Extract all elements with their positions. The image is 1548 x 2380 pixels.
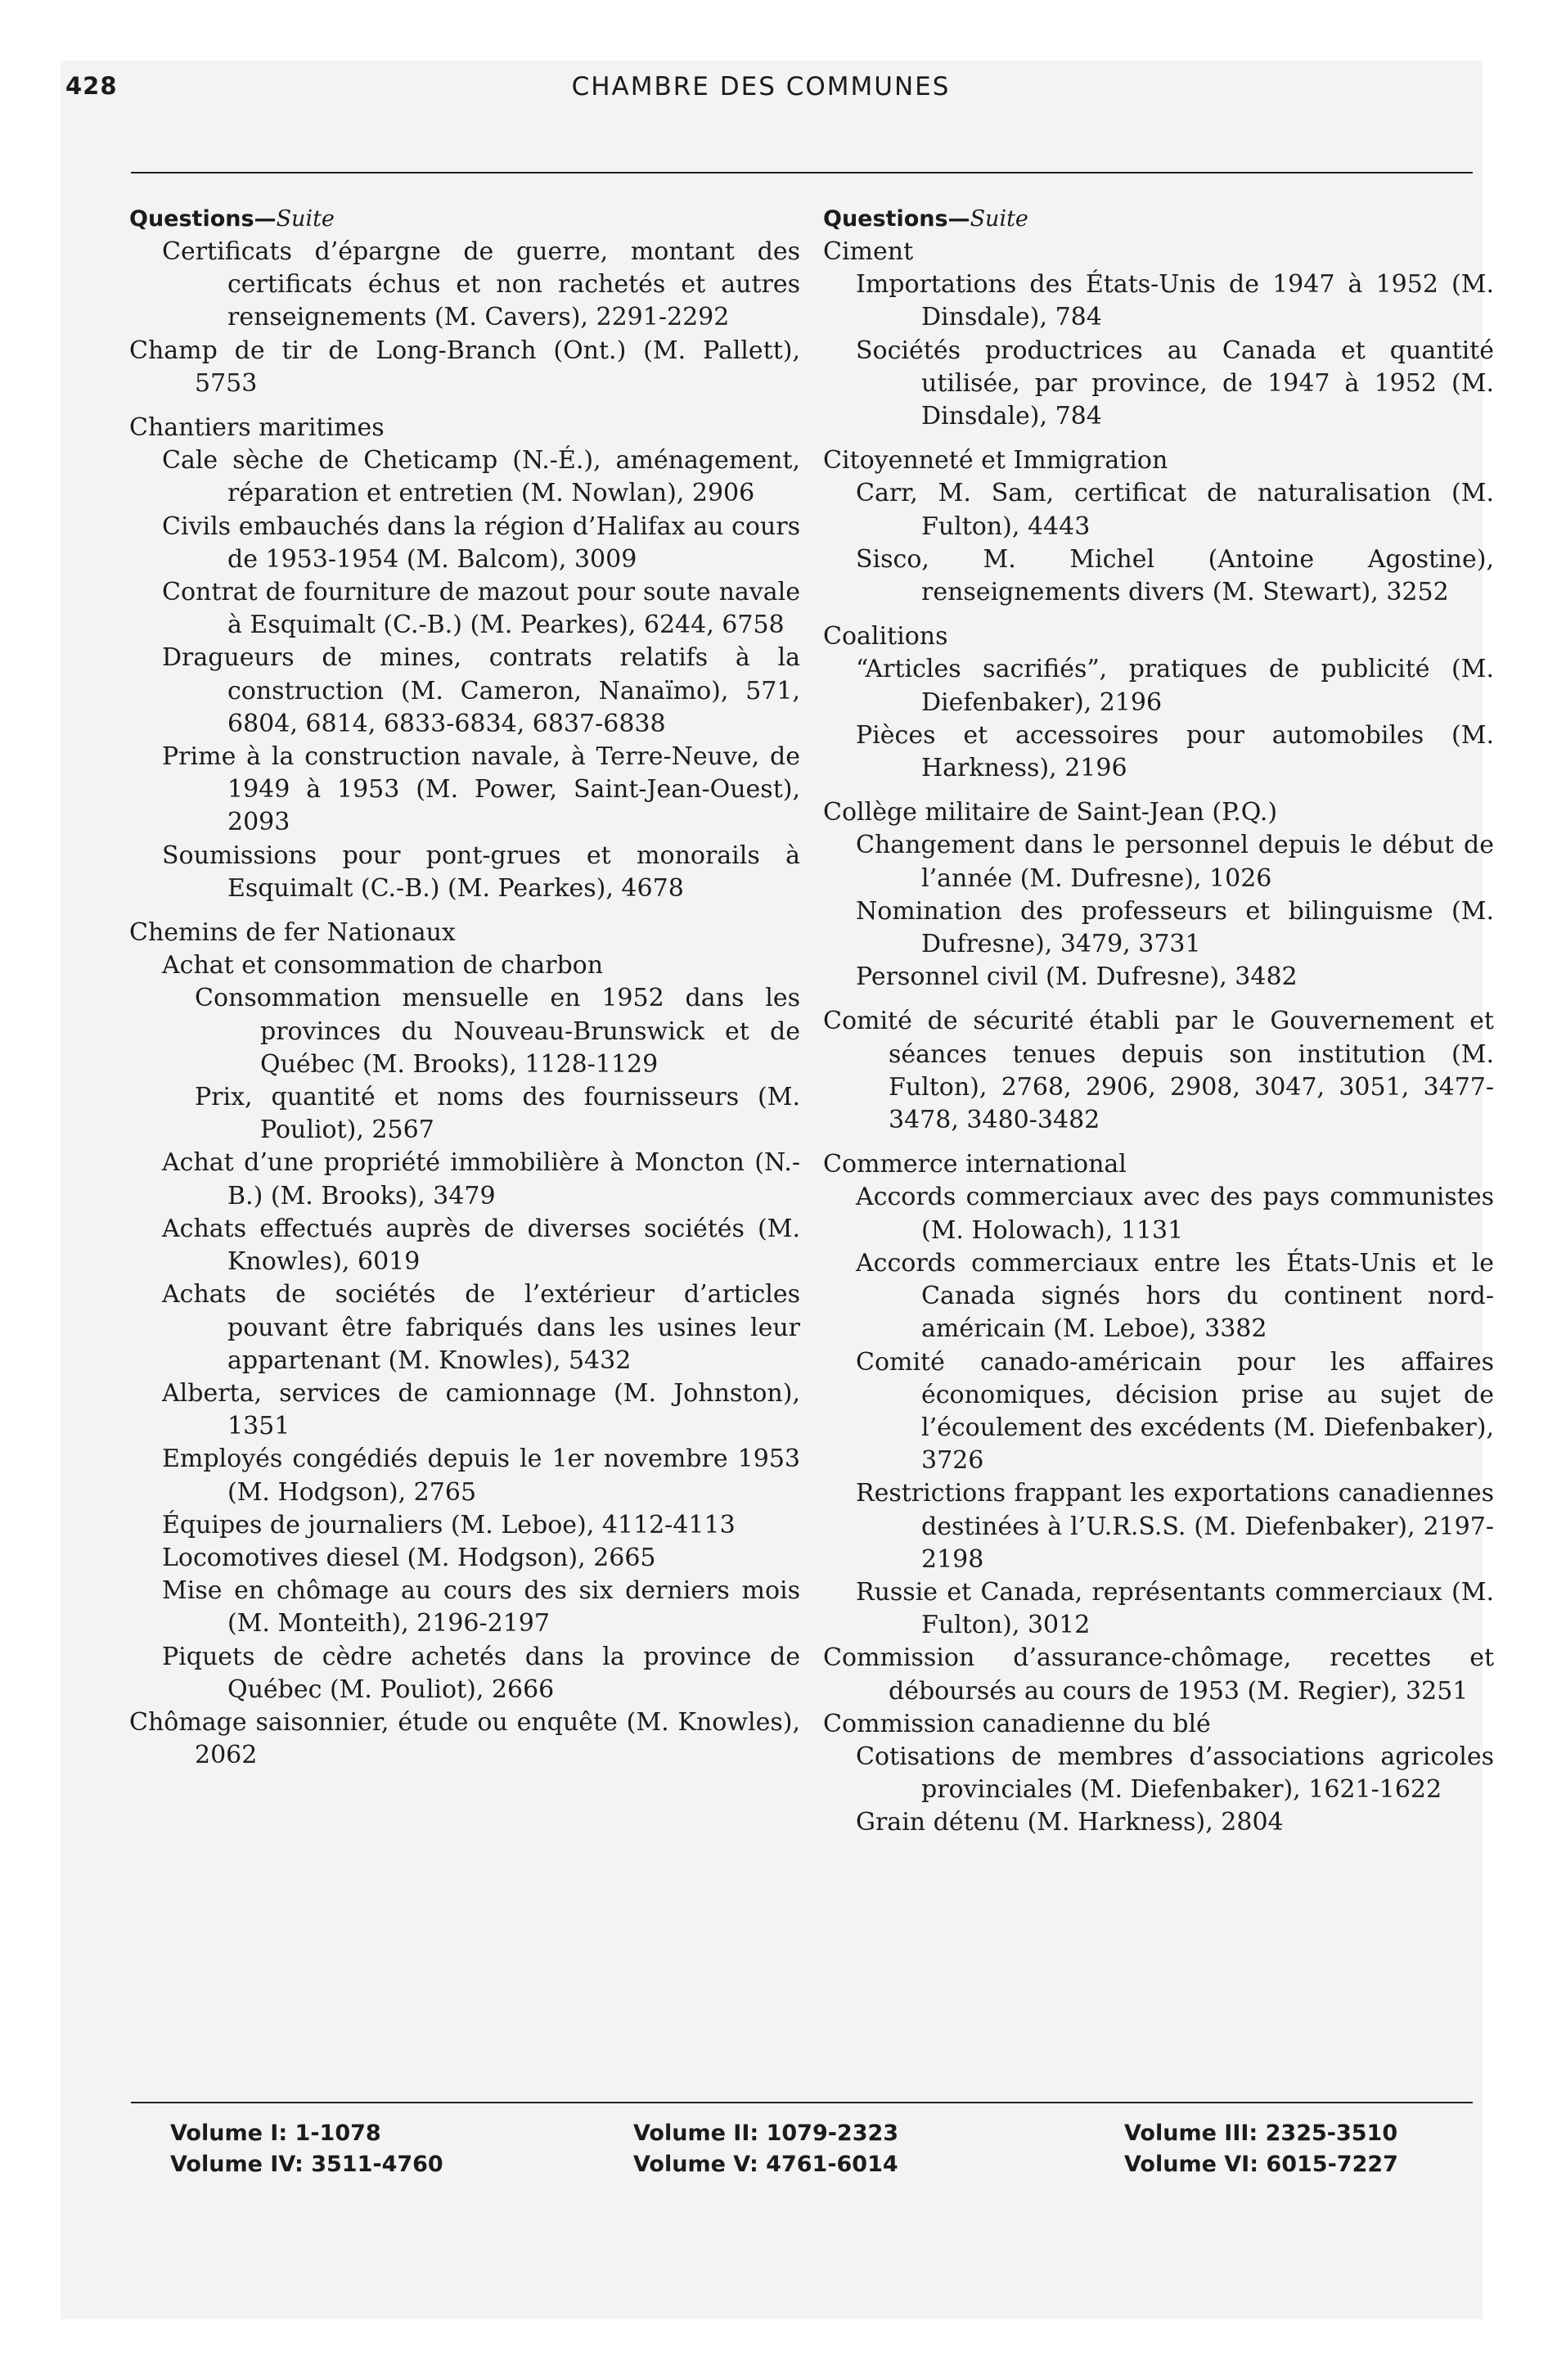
- index-entry: “Articles sacrifiés”, pratiques de publicité (M. Diefenbaker), 2196: [856, 655, 1494, 717]
- index-entry: Consommation mensuelle en 1952 dans les provinces du Nouveau-Brunswick et de Québec (M. Brooks), 1128-1129: [195, 984, 800, 1079]
- index-entry: Achat et consommation de charbon: [162, 951, 604, 980]
- index-entry: Équipes de journaliers (M. Leboe), 4112-4113: [162, 1510, 736, 1539]
- index-entry: Accords commerciaux entre les États-Unis et le Canada signés hors du continent nord-américain (M. Leboe), 3382: [856, 1248, 1494, 1344]
- page-header: [65, 72, 1456, 108]
- index-entry: Personnel civil (M. Dufresne), 3482: [856, 962, 1298, 992]
- volume-label: Volume II: 1079-2323: [633, 2121, 899, 2146]
- index-entry: Piquets de cèdre achetés dans la province de Québec (M. Pouliot), 2666: [162, 1642, 800, 1704]
- index-entry: Locomotives diesel (M. Hodgson), 2665: [162, 1543, 656, 1572]
- index-entry: Citoyenneté et Immigration: [823, 446, 1168, 476]
- index-entries: [129, 236, 800, 1772]
- index-entry: Certificats d’épargne de guerre, montant des certificats échus et non rachetés et autres renseignements (M. Cavers), 2291-2292: [162, 237, 800, 332]
- running-title: CHAMBRE DES COMMUNES: [571, 72, 951, 101]
- index-entry: Accords commerciaux avec des pays communistes (M. Holowach), 1131: [856, 1183, 1494, 1245]
- index-entries: [823, 236, 1494, 1840]
- index-entry: Comité de sécurité établi par le Gouvernement et séances tenues depuis son institution (M. Fulton), 2768, 2906, 2908, 3047, 3051, 3477-3478, 3480-3482: [823, 1007, 1494, 1135]
- index-entry: Sociétés productrices au Canada et quantité utilisée, par province, de 1947 à 1952 (M. Dinsdale), 784: [856, 336, 1494, 431]
- header-rule: [131, 172, 1473, 174]
- index-entry: Russie et Canada, représentants commerciaux (M. Fulton), 3012: [856, 1577, 1494, 1640]
- right-column: [823, 203, 1494, 1840]
- index-entry: Dragueurs de mines, contrats relatifs à la construction (M. Cameron, Nanaïmo), 571, 6804, 6814, 6833-6834, 6837-6838: [162, 643, 800, 738]
- heading-suite: Suite: [970, 206, 1028, 232]
- index-entry: Comité canado-américain pour les affaires économiques, décision prise au sujet de l’écoulement des excédents (M. Diefenbaker), 3726: [856, 1347, 1494, 1476]
- index-entry: Achats effectués auprès de diverses sociétés (M. Knowles), 6019: [162, 1214, 800, 1277]
- index-entry: Collège militaire de Saint-Jean (P.Q.): [823, 798, 1278, 827]
- index-entry: Prix, quantité et noms des fournisseurs (M. Pouliot), 2567: [195, 1083, 800, 1145]
- index-entry: Chantiers maritimes: [129, 413, 385, 443]
- index-entry: Chômage saisonnier, étude ou enquête (M. Knowles), 2062: [129, 1707, 800, 1770]
- index-entry: Chemins de fer Nationaux: [129, 918, 456, 948]
- index-entry: Achats de sociétés de l’extérieur d’articles pouvant être fabriqués dans les usines leur appartenant (M. Knowles), 5432: [162, 1280, 800, 1375]
- index-entry: Commission d’assurance-chômage, recettes et déboursés au cours de 1953 (M. Regier), 3251: [823, 1643, 1494, 1706]
- index-entry: Contrat de fourniture de mazout pour soute navale à Esquimalt (C.-B.) (M. Pearkes), 6244, 6758: [162, 578, 800, 640]
- index-entry: Grain détenu (M. Harkness), 2804: [856, 1808, 1284, 1837]
- index-entry: Sisco, M. Michel (Antoine Agostine), renseignements divers (M. Stewart), 3252: [856, 544, 1494, 607]
- page-number: 428: [65, 72, 118, 100]
- continued-heading: [823, 203, 1494, 236]
- volume-label: Volume VI: 6015-7227: [1124, 2152, 1398, 2177]
- index-entry: Mise en chômage au cours des six derniers mois (M. Monteith), 2196-2197: [162, 1576, 800, 1639]
- index-entry: Soumissions pour pont-grues et monorails à Esquimalt (C.-B.) (M. Pearkes), 4678: [162, 841, 800, 903]
- footer-rule: [131, 2102, 1473, 2103]
- index-entry: Coalitions: [823, 622, 948, 651]
- continued-heading: [129, 203, 800, 236]
- volume-label: Volume III: 2325-3510: [1124, 2121, 1398, 2146]
- index-entry: Cale sèche de Cheticamp (N.-É.), aménagement, réparation et entretien (M. Nowlan), 2906: [162, 446, 800, 508]
- index-entry: Ciment: [823, 237, 914, 266]
- index-entry: Prime à la construction navale, à Terre-Neuve, de 1949 à 1953 (M. Power, Saint-Jean-Ouest), 2093: [162, 742, 800, 837]
- index-entry: Changement dans le personnel depuis le début de l’année (M. Dufresne), 1026: [856, 831, 1494, 893]
- volume-label: Volume I: 1-1078: [170, 2121, 381, 2146]
- index-entry: Achat d’une propriété immobilière à Moncton (N.-B.) (M. Brooks), 3479: [162, 1148, 800, 1210]
- volume-label: Volume IV: 3511-4760: [170, 2152, 443, 2177]
- index-entry: Restrictions frappant les exportations canadiennes destinées à l’U.R.S.S. (M. Diefenbaker), 2197-2198: [856, 1479, 1494, 1574]
- heading-label: Questions—: [823, 206, 970, 232]
- index-entry: Pièces et accessoires pour automobiles (M. Harkness), 2196: [856, 720, 1494, 783]
- index-entry: Civils embauchés dans la région d’Halifax au cours de 1953-1954 (M. Balcom), 3009: [162, 512, 800, 574]
- index-entry: Commerce international: [823, 1150, 1127, 1179]
- index-entry: Importations des États-Unis de 1947 à 1952 (M. Dinsdale), 784: [856, 270, 1494, 332]
- heading-suite: Suite: [276, 206, 335, 232]
- left-column: [129, 203, 800, 1772]
- index-entry: Employés congédiés depuis le 1er novembre 1953 (M. Hodgson), 2765: [162, 1445, 800, 1507]
- index-entry: Nomination des professeurs et bilinguisme (M. Dufresne), 3479, 3731: [856, 896, 1494, 959]
- index-entry: Commission canadienne du blé: [823, 1709, 1211, 1738]
- heading-label: Questions—: [129, 206, 277, 232]
- index-entry: Carr, M. Sam, certificat de naturalisation (M. Fulton), 4443: [856, 479, 1494, 541]
- index-entry: Alberta, services de camionnage (M. Johnston), 1351: [162, 1378, 800, 1441]
- volume-label: Volume V: 4761-6014: [633, 2152, 898, 2177]
- index-entry: Champ de tir de Long-Branch (Ont.) (M. Pallett), 5753: [129, 336, 800, 398]
- index-entry: Cotisations de membres d’associations agricoles provinciales (M. Diefenbaker), 1621-1622: [856, 1742, 1494, 1805]
